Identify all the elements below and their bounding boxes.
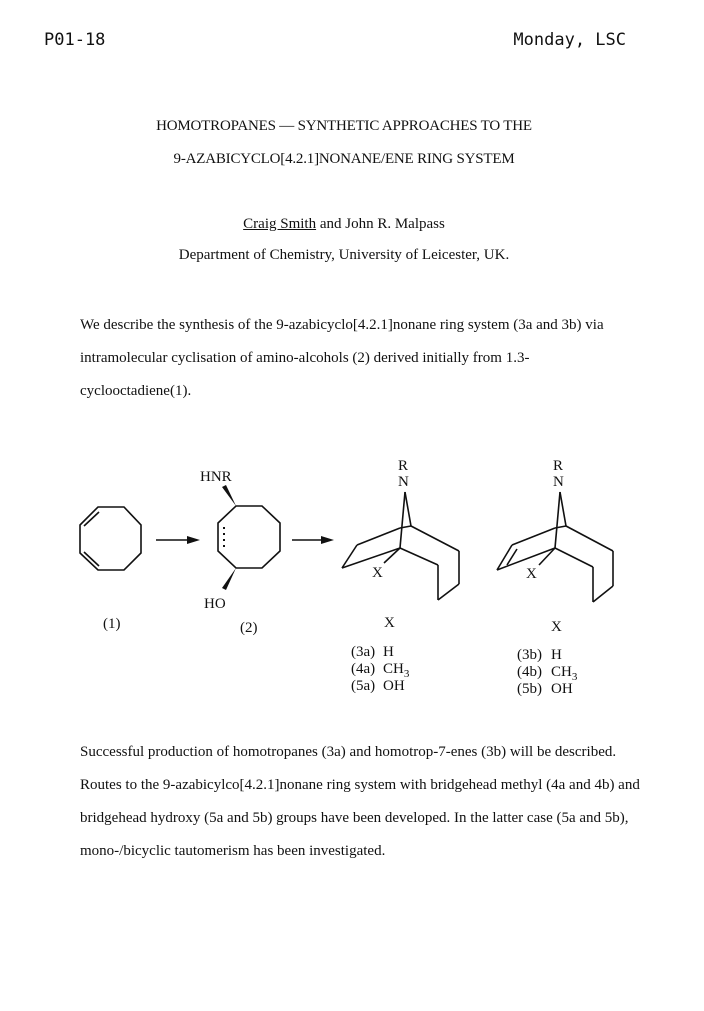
series-b-row-id: (3b) (517, 647, 542, 663)
bridgehead-x-label-b: X (526, 566, 537, 582)
nitrogen-label-a: N (398, 474, 409, 490)
affiliation: Department of Chemistry, University of Leicester, UK. (178, 247, 510, 263)
reaction-arrow-2 (292, 536, 334, 544)
abstract-code: P01-18 (44, 30, 106, 50)
amine-group-label: HNR (200, 469, 232, 485)
series-b-row-id: (4b) (517, 664, 542, 680)
bridgehead-x-label-a: X (372, 565, 383, 581)
series-a-row-id: (3a) (351, 644, 376, 660)
series-a-row-id: (4a) (351, 661, 376, 677)
series-a-header: X (384, 615, 395, 631)
nitrogen-label-b: N (553, 474, 564, 490)
series-b-row-id: (5b) (517, 681, 542, 697)
homotropene-structure (497, 492, 613, 602)
hydroxyl-group-label: HO (204, 596, 226, 612)
intro-paragraph: We describe the synthesis of the 9-azabicyclo[4.2.1]nonane ring system (3a and 3b) via intramolecular cyclisation of amino-alcohols (2) derived initially from 1.3-cyclooctadiene(1). (80, 317, 604, 399)
cyclooctadiene-structure (80, 507, 141, 570)
series-b-row-x: $CH_3$ (551, 664, 578, 683)
wedge-bond-top (222, 485, 236, 506)
amino-alcohol-structure (218, 506, 280, 568)
reaction-arrow-1 (156, 536, 200, 544)
n-substituent-label-b: R (553, 458, 564, 474)
homotropane-structure (342, 492, 459, 600)
series-b-header: X (551, 619, 562, 635)
series-b-row-x: H (551, 647, 562, 663)
presenting-author: Craig Smith (243, 216, 317, 232)
wedge-bond-bottom (222, 568, 236, 590)
compound-1-label: (1) (103, 616, 121, 632)
series-b-row-x: OH (551, 681, 573, 697)
compound-2-label: (2) (240, 620, 258, 636)
series-a-row-x: $CH_3$ (383, 661, 410, 680)
series-a-row-x: OH (383, 678, 405, 694)
title-line-2: 9-AZABICYCLO[4.2.1]NONANE/ENE RING SYSTEM (173, 151, 515, 167)
optional-double-bond-dots (223, 527, 225, 547)
co-authors: and John R. Malpass (316, 216, 445, 232)
body-paragraph: Successful production of homotropanes (3a) and homotrop-7-enes (3b) will be described. Routes to the 9-azabicylco[4.2.1]nonane ring system with bridgehead methyl (4a and 4b) and bridgehead hydroxy (5a and 5b) groups have been developed. In the latter case (5a and 5b), mono-/bicyclic tautomerism has been investigated. (80, 744, 640, 859)
series-a-row-x: H (383, 644, 394, 660)
series-a-row-id: (5a) (351, 678, 376, 694)
title-line-1: HOMOTROPANES — SYNTHETIC APPROACHES TO THE (156, 118, 532, 134)
session-label: Monday, LSC (513, 30, 626, 50)
n-substituent-label-a: R (398, 458, 409, 474)
